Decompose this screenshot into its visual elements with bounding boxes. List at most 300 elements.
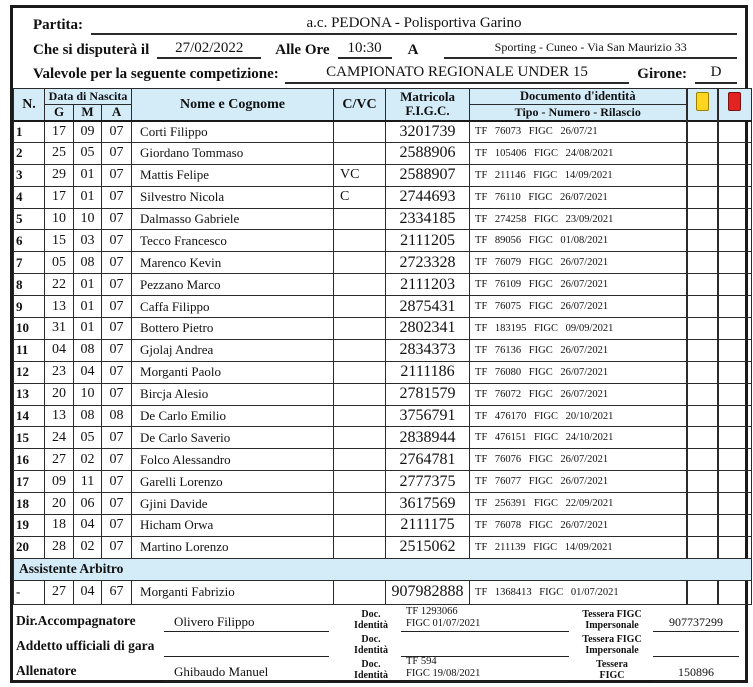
doc-identita-label <box>345 609 397 632</box>
cell-birth-day: 27 <box>45 580 74 604</box>
cell-document: TF 211146 FIGC 14/09/2021 <box>470 164 687 186</box>
cell-birth-month: 08 <box>74 405 102 427</box>
official-role-label: Allenatore <box>16 663 77 679</box>
cell-birth-day: 20 <box>45 383 74 405</box>
cell-birth-day: 25 <box>45 142 74 164</box>
tessera-label-line1: Tessera FIGC <box>582 608 642 620</box>
cell-document: TF 76076 FIGC 26/07/2021 <box>470 449 687 471</box>
cell-number: - <box>14 580 45 604</box>
doc-label-line2: Identità <box>354 619 388 631</box>
cell-yellow-card <box>687 515 718 537</box>
cell-birth-year: 07 <box>102 164 132 186</box>
cell-birth-year: 07 <box>102 515 132 537</box>
cell-birth-month: 05 <box>74 427 102 449</box>
cell-yellow-card <box>687 383 718 405</box>
cell-document: TF 76110 FIGC 26/07/2021 <box>470 186 687 208</box>
cell-document: TF 76136 FIGC 26/07/2021 <box>470 339 687 361</box>
doc-value-line1: TF 594 <box>406 656 437 668</box>
cell-matricola: 2111186 <box>386 361 470 383</box>
cell-captain-role <box>334 493 386 515</box>
cell-yellow-card <box>687 449 718 471</box>
tessera-label-line1: Tessera <box>596 659 628 671</box>
cell-captain-role <box>334 383 386 405</box>
cell-birth-month: 08 <box>74 252 102 274</box>
cell-red-card <box>718 252 752 274</box>
cell-document: TF 476170 FIGC 20/10/2021 <box>470 405 687 427</box>
cell-red-card <box>718 121 752 143</box>
cell-birth-day: 13 <box>45 405 74 427</box>
cell-captain-role <box>334 536 386 558</box>
cell-player-name: Gjolaj Andrea <box>132 339 334 361</box>
cell-red-card <box>718 274 752 296</box>
cell-number: 12 <box>14 361 45 383</box>
cell-matricola: 2777375 <box>386 471 470 493</box>
cell-matricola: 2111203 <box>386 274 470 296</box>
cell-red-card <box>718 493 752 515</box>
cell-birth-month: 04 <box>74 580 102 604</box>
col-header-birthdate: Data di Nascita <box>45 89 132 105</box>
cell-matricola: 2834373 <box>386 339 470 361</box>
cell-number: 18 <box>14 493 45 515</box>
cell-birth-year: 07 <box>102 493 132 515</box>
cell-captain-role <box>334 339 386 361</box>
red-card-icon <box>728 92 741 111</box>
official-row-accompagnatore <box>16 607 739 632</box>
cell-player-name: Dalmasso Gabriele <box>132 208 334 230</box>
doc-value-line1: TF 1293066 <box>406 605 458 617</box>
cell-number: 2 <box>14 142 45 164</box>
cell-birth-month: 02 <box>74 449 102 471</box>
table-row <box>14 493 752 515</box>
cell-red-card <box>718 449 752 471</box>
match-line <box>33 14 737 35</box>
officials-section <box>13 605 745 687</box>
cell-yellow-card <box>687 405 718 427</box>
cell-birth-month: 04 <box>74 515 102 537</box>
cell-birth-month: 04 <box>74 361 102 383</box>
cell-red-card <box>718 164 752 186</box>
cell-number: 6 <box>14 230 45 252</box>
cell-birth-day: 10 <box>45 208 74 230</box>
cell-number: 11 <box>14 339 45 361</box>
cell-red-card <box>718 230 752 252</box>
cell-birth-year: 07 <box>102 339 132 361</box>
col-header-yellow-card <box>687 89 718 121</box>
cell-captain-role <box>334 515 386 537</box>
matricola-header-line1: Matricola <box>400 88 455 104</box>
cell-number: 8 <box>14 274 45 296</box>
cell-red-card <box>718 186 752 208</box>
form-header <box>13 8 745 88</box>
cell-captain-role <box>334 208 386 230</box>
cell-birth-month: 10 <box>74 383 102 405</box>
cell-yellow-card <box>687 164 718 186</box>
cell-red-card <box>718 515 752 537</box>
cell-number: 13 <box>14 383 45 405</box>
cell-birth-day: 17 <box>45 186 74 208</box>
roster-table-header <box>14 89 752 121</box>
cell-player-name: Garelli Lorenzo <box>132 471 334 493</box>
table-row <box>14 427 752 449</box>
yellow-card-icon <box>696 92 709 111</box>
cell-birth-month: 09 <box>74 121 102 143</box>
cell-red-card <box>718 427 752 449</box>
cell-number: 17 <box>14 471 45 493</box>
cell-birth-month: 06 <box>74 493 102 515</box>
cell-number: 3 <box>14 164 45 186</box>
cell-birth-month: 05 <box>74 142 102 164</box>
cell-captain-role <box>334 318 386 340</box>
official-doc-field <box>401 606 569 632</box>
table-row <box>14 361 752 383</box>
cell-birth-day: 15 <box>45 230 74 252</box>
cell-red-card <box>718 405 752 427</box>
cell-birth-month: 11 <box>74 471 102 493</box>
cell-matricola: 2588906 <box>386 142 470 164</box>
cell-player-name: Marenco Kevin <box>132 252 334 274</box>
cell-birth-year: 07 <box>102 186 132 208</box>
cell-yellow-card <box>687 252 718 274</box>
cell-player-name: Bircja Alesio <box>132 383 334 405</box>
col-header-month: M <box>74 105 102 121</box>
cell-number: 14 <box>14 405 45 427</box>
cell-number: 4 <box>14 186 45 208</box>
cell-number: 15 <box>14 427 45 449</box>
col-header-document: Documento d'identità <box>470 89 687 105</box>
time-label: Alle Ore <box>275 41 330 58</box>
tessera-value-field: 907737299 <box>653 615 739 632</box>
cell-player-name: Hicham Orwa <box>132 515 334 537</box>
cell-birth-day: 17 <box>45 121 74 143</box>
cell-birth-day: 05 <box>45 252 74 274</box>
time-value-field: 10:30 <box>338 39 392 60</box>
date-line <box>33 39 737 60</box>
cell-number: 1 <box>14 121 45 143</box>
cell-matricola: 2838944 <box>386 427 470 449</box>
cell-number: 9 <box>14 296 45 318</box>
col-header-red-card <box>718 89 752 121</box>
table-row <box>14 230 752 252</box>
official-name-field: Ghibaudo Manuel <box>164 664 329 682</box>
official-row-addetto <box>16 632 739 657</box>
cell-player-name: Mattis Felipe <box>132 164 334 186</box>
table-row <box>14 208 752 230</box>
cell-player-name: De Carlo Saverio <box>132 427 334 449</box>
cell-captain-role <box>334 142 386 164</box>
cell-number: 20 <box>14 536 45 558</box>
cell-matricola: 2723328 <box>386 252 470 274</box>
girone-value-field: D <box>695 63 737 84</box>
cell-birth-year: 07 <box>102 296 132 318</box>
tessera-label-line1: Tessera FIGC <box>582 633 642 645</box>
cell-document: TF 76073 FIGC 26/07/21 <box>470 121 687 143</box>
players-rows <box>14 121 752 559</box>
cell-captain-role <box>334 449 386 471</box>
cell-document: TF 76109 FIGC 26/07/2021 <box>470 274 687 296</box>
cell-red-card <box>718 296 752 318</box>
cell-birth-day: 27 <box>45 449 74 471</box>
table-row <box>14 252 752 274</box>
cell-birth-year: 07 <box>102 318 132 340</box>
tessera-figc-label <box>571 609 653 632</box>
cell-birth-year: 07 <box>102 208 132 230</box>
cell-birth-month: 03 <box>74 230 102 252</box>
cell-birth-year: 07 <box>102 449 132 471</box>
table-row <box>14 339 752 361</box>
cell-matricola: 2764781 <box>386 449 470 471</box>
cell-number: 7 <box>14 252 45 274</box>
cell-player-name: Pezzano Marco <box>132 274 334 296</box>
cell-matricola: 2802341 <box>386 318 470 340</box>
cell-birth-day: 22 <box>45 274 74 296</box>
partita-label: Partita: <box>33 16 83 33</box>
cell-player-name: Corti Filippo <box>132 121 334 143</box>
tessera-label-line2: Impersonale <box>585 645 639 657</box>
cell-birth-year: 07 <box>102 142 132 164</box>
cell-birth-day: 29 <box>45 164 74 186</box>
cell-birth-year: 07 <box>102 274 132 296</box>
cell-yellow-card <box>687 274 718 296</box>
cell-player-name: Morganti Paolo <box>132 361 334 383</box>
cell-number: 19 <box>14 515 45 537</box>
cell-birth-year: 07 <box>102 536 132 558</box>
assistant-referee-section <box>14 558 752 604</box>
partita-value-field: a.c. PEDONA - Polisportiva Garino <box>91 14 737 35</box>
cell-matricola: 2334185 <box>386 208 470 230</box>
cell-birth-month: 01 <box>74 274 102 296</box>
table-row <box>14 296 752 318</box>
doc-label-line1: Doc. <box>361 608 381 620</box>
cell-captain-role <box>334 427 386 449</box>
cell-matricola: 2875431 <box>386 296 470 318</box>
assistant-referee-bar <box>14 558 752 580</box>
cell-birth-month: 08 <box>74 339 102 361</box>
date-value-field: 27/02/2022 <box>157 39 261 60</box>
cell-document: TF 76080 FIGC 26/07/2021 <box>470 361 687 383</box>
doc-identita-label <box>345 634 397 657</box>
official-role-label: Addetto ufficiali di gara <box>16 638 155 654</box>
cell-matricola: 2111175 <box>386 515 470 537</box>
cell-birth-year: 67 <box>102 580 132 604</box>
table-row <box>14 142 752 164</box>
table-row <box>14 318 752 340</box>
cell-yellow-card <box>687 121 718 143</box>
cell-player-name: Gjini Davide <box>132 493 334 515</box>
table-row <box>14 449 752 471</box>
cell-player-name: Silvestro Nicola <box>132 186 334 208</box>
cell-captain-role <box>334 252 386 274</box>
doc-value-line2: FIGC 01/07/2021 <box>406 617 481 629</box>
cell-captain-role <box>334 121 386 143</box>
cell-captain-role: VC <box>334 164 386 186</box>
cell-document: TF 1368413 FIGC 01/07/2021 <box>470 580 687 604</box>
venue-value-field: Sporting - Cuneo - Via San Maurizio 33 <box>444 40 737 59</box>
cell-birth-day: 18 <box>45 515 74 537</box>
competition-label: Valevole per la seguente competizione: <box>33 66 279 83</box>
cell-birth-year: 07 <box>102 252 132 274</box>
cell-yellow-card <box>687 580 718 604</box>
col-header-number: N. <box>14 89 45 121</box>
cell-captain-role <box>334 580 386 604</box>
col-header-name: Nome e Cognome <box>132 89 334 121</box>
col-header-day: G <box>45 105 74 121</box>
tessera-value-field: 150896 <box>653 665 739 682</box>
table-row <box>14 164 752 186</box>
cell-captain-role <box>334 296 386 318</box>
cell-player-name: Caffa Filippo <box>132 296 334 318</box>
cell-red-card <box>718 471 752 493</box>
col-header-matricola <box>386 89 470 121</box>
official-role-label: Dir.Accompagnatore <box>16 612 136 628</box>
cell-birth-day: 09 <box>45 471 74 493</box>
cell-yellow-card <box>687 471 718 493</box>
assistant-referee-title: Assistente Arbitro <box>14 558 752 580</box>
tessera-label-line2: Impersonale <box>585 619 639 631</box>
cell-number: 10 <box>14 318 45 340</box>
doc-label-line1: Doc. <box>361 633 381 645</box>
cell-player-name: Bottero Pietro <box>132 318 334 340</box>
cell-birth-year: 07 <box>102 427 132 449</box>
cell-yellow-card <box>687 493 718 515</box>
cell-matricola: 907982888 <box>386 580 470 604</box>
cell-birth-day: 13 <box>45 296 74 318</box>
girone-label: Girone: <box>637 66 687 83</box>
cell-birth-day: 31 <box>45 318 74 340</box>
cell-document: TF 76072 FIGC 26/07/2021 <box>470 383 687 405</box>
cell-document: TF 256391 FIGC 22/09/2021 <box>470 493 687 515</box>
cell-yellow-card <box>687 296 718 318</box>
date-label: Che si disputerà il <box>33 41 150 58</box>
cell-number: 5 <box>14 208 45 230</box>
cell-yellow-card <box>687 186 718 208</box>
cell-yellow-card <box>687 142 718 164</box>
cell-player-name: Folco Alessandro <box>132 449 334 471</box>
cell-captain-role <box>334 361 386 383</box>
cell-document: TF 76077 FIGC 26/07/2021 <box>470 471 687 493</box>
tessera-figc-label <box>571 659 653 682</box>
cell-birth-day: 20 <box>45 493 74 515</box>
cell-captain-role: C <box>334 186 386 208</box>
official-doc-field <box>401 656 569 682</box>
table-row <box>14 536 752 558</box>
official-name-field: Olivero Filippo <box>164 614 329 632</box>
cell-document: TF 274258 FIGC 23/09/2021 <box>470 208 687 230</box>
table-row <box>14 405 752 427</box>
cell-red-card <box>718 318 752 340</box>
cell-document: TF 476151 FIGC 24/10/2021 <box>470 427 687 449</box>
doc-label-line1: Doc. <box>361 659 381 671</box>
table-row <box>14 515 752 537</box>
cell-captain-role <box>334 471 386 493</box>
tessera-figc-label <box>571 634 653 657</box>
cell-birth-month: 01 <box>74 186 102 208</box>
doc-identita-label <box>345 659 397 682</box>
cell-red-card <box>718 580 752 604</box>
cell-captain-role <box>334 230 386 252</box>
cell-player-name: Morganti Fabrizio <box>132 580 334 604</box>
table-row <box>14 580 752 604</box>
cell-birth-year: 07 <box>102 383 132 405</box>
doc-value-line2: FIGC 19/08/2021 <box>406 668 481 680</box>
cell-red-card <box>718 339 752 361</box>
cell-birth-month: 02 <box>74 536 102 558</box>
cell-birth-day: 24 <box>45 427 74 449</box>
cell-document: TF 183195 FIGC 09/09/2021 <box>470 318 687 340</box>
col-header-captain: C/VC <box>334 89 386 121</box>
cell-birth-year: 07 <box>102 471 132 493</box>
doc-label-line2: Identità <box>354 645 388 657</box>
cell-birth-day: 04 <box>45 339 74 361</box>
at-label: A <box>407 41 419 58</box>
doc-label-line2: Identità <box>354 670 388 682</box>
cell-yellow-card <box>687 339 718 361</box>
cell-birth-month: 10 <box>74 208 102 230</box>
cell-matricola: 3756791 <box>386 405 470 427</box>
cell-player-name: Giordano Tommaso <box>132 142 334 164</box>
table-row <box>14 186 752 208</box>
cell-birth-year: 07 <box>102 230 132 252</box>
cell-document: TF 76079 FIGC 26/07/2021 <box>470 252 687 274</box>
competition-line <box>33 63 737 84</box>
cell-birth-month: 01 <box>74 164 102 186</box>
cell-matricola: 3201739 <box>386 121 470 143</box>
table-row <box>14 471 752 493</box>
cell-birth-day: 23 <box>45 361 74 383</box>
cell-red-card <box>718 536 752 558</box>
cell-player-name: Tecco Francesco <box>132 230 334 252</box>
cell-matricola: 2111205 <box>386 230 470 252</box>
cell-number: 16 <box>14 449 45 471</box>
cell-yellow-card <box>687 361 718 383</box>
cell-red-card <box>718 361 752 383</box>
cell-matricola: 2744693 <box>386 186 470 208</box>
cell-red-card <box>718 383 752 405</box>
matricola-header-line2: F.I.G.C. <box>405 103 450 119</box>
col-header-document-sub: Tipo - Numero - Rilascio <box>470 105 687 121</box>
cell-birth-year: 08 <box>102 405 132 427</box>
cell-birth-year: 07 <box>102 121 132 143</box>
cell-yellow-card <box>687 230 718 252</box>
cell-red-card <box>718 142 752 164</box>
tessera-label-line2: FIGC <box>599 670 625 682</box>
cell-birth-month: 01 <box>74 318 102 340</box>
cell-document: TF 211139 FIGC 14/09/2021 <box>470 536 687 558</box>
cell-document: TF 89056 FIGC 01/08/2021 <box>470 230 687 252</box>
cell-birth-day: 28 <box>45 536 74 558</box>
official-row-allenatore <box>16 657 739 682</box>
cell-matricola: 2515062 <box>386 536 470 558</box>
cell-document: TF 76075 FIGC 26/07/2021 <box>470 296 687 318</box>
cell-yellow-card <box>687 427 718 449</box>
cell-player-name: Martino Lorenzo <box>132 536 334 558</box>
roster-table <box>13 88 752 605</box>
cell-player-name: De Carlo Emilio <box>132 405 334 427</box>
cell-document: TF 105406 FIGC 24/08/2021 <box>470 142 687 164</box>
cell-yellow-card <box>687 318 718 340</box>
cell-matricola: 2588907 <box>386 164 470 186</box>
competition-value-field: CAMPIONATO REGIONALE UNDER 15 <box>285 63 629 84</box>
col-header-year: A <box>102 105 132 121</box>
cell-red-card <box>718 208 752 230</box>
cell-captain-role <box>334 405 386 427</box>
cell-document: TF 76078 FIGC 26/07/2021 <box>470 515 687 537</box>
cell-matricola: 2781579 <box>386 383 470 405</box>
cell-birth-year: 07 <box>102 361 132 383</box>
table-row <box>14 383 752 405</box>
cell-matricola: 3617569 <box>386 493 470 515</box>
table-row <box>14 274 752 296</box>
table-row <box>14 121 752 143</box>
